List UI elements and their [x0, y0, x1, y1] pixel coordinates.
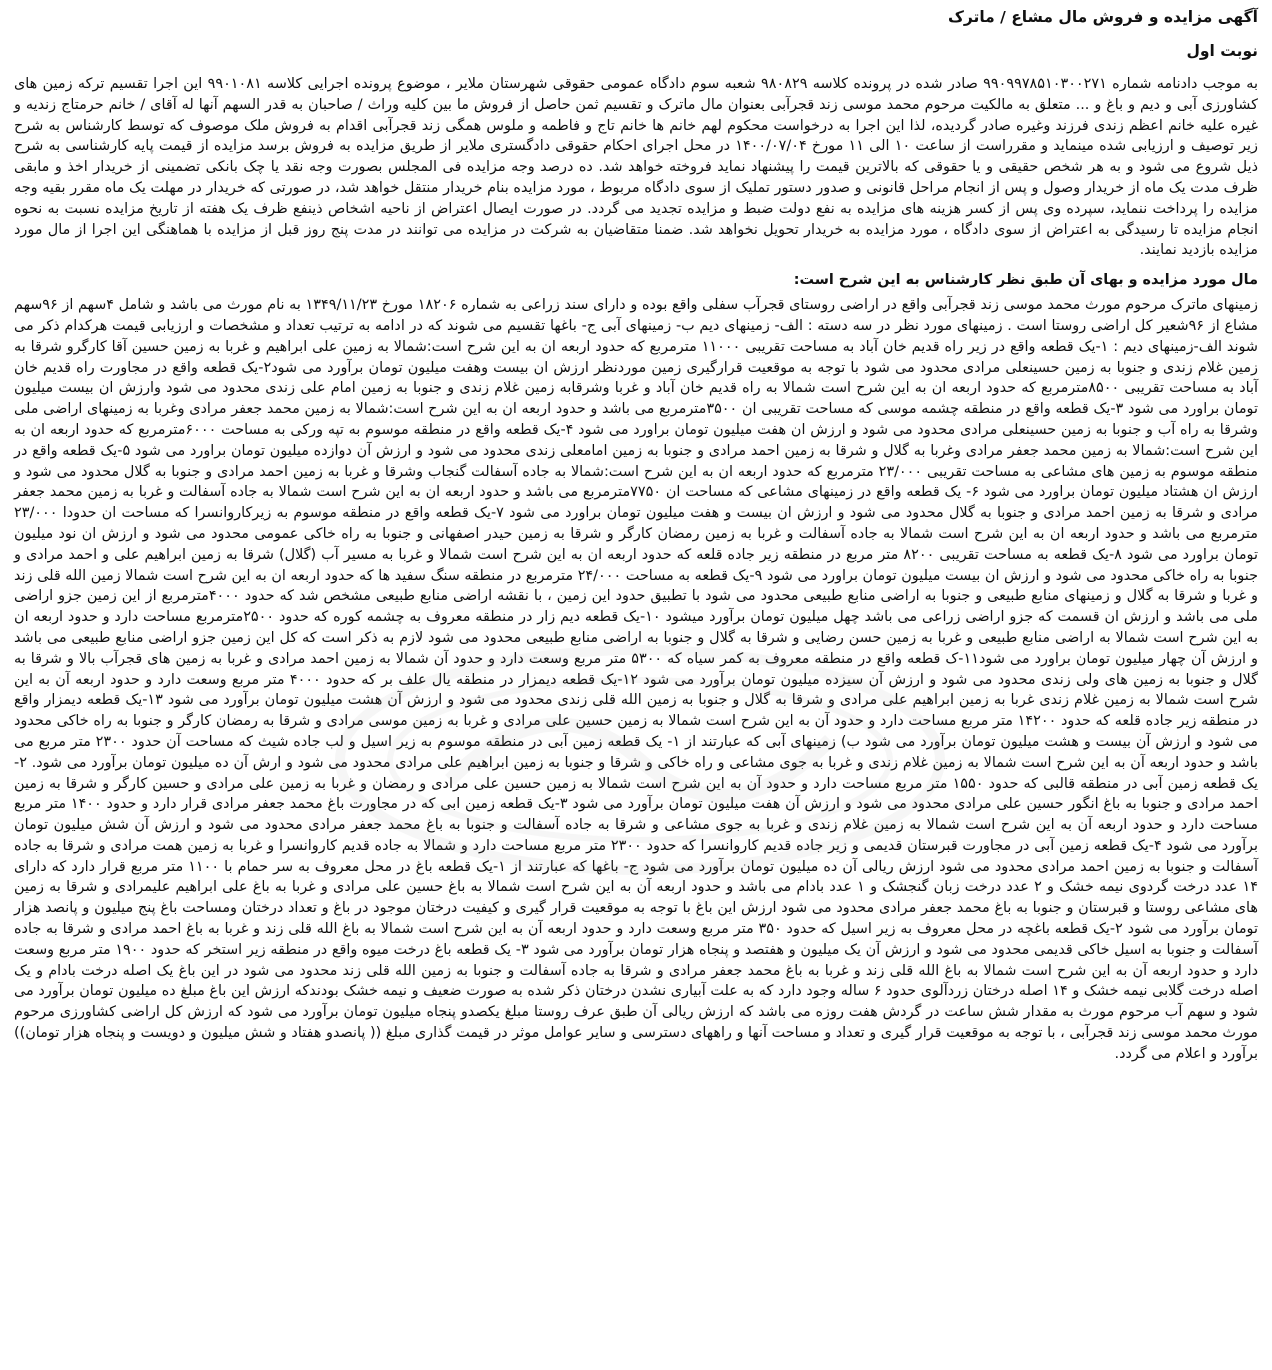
notice-intro-paragraph: به موجب دادنامه شماره ۹۹۰۹۹۷۸۵۱۰۳۰۰۲۷۱ صادر شده در پرونده کلاسه ۹۸۰۸۲۹ شعبه سوم دادگاه عمومی حقوقی شهرستان ملایر ، موضوع پرونده اجرایی کلاسه ۹۹۰۱۰۸۱ این اجرا تقسیم ترکه زمین های کشاورزی آبی و دیم و باغ و ... متعلق به مالکیت مرحوم محمد موسی زند قجرآبی بعنوان مال ماترک و تقسیم ثمن حاصل از فروش ما بین کلیه وراث / صاحبان به قدر السهم آنها له آقای / خانم حرمتاج زندیه و غیره علیه خانم اعظم زندی فرزند وغیره صادر گردیده، لذا این اجرا به درخواست محکوم لهم خانم ها خانم تاج و فاطمه و ملوس همگی زند قجرآبی اقدام به فروش ملک موصوف که توسط کارشناس به شرح زیر توصیف و ارزیابی شده مینماید و مقرراست از ساعت ۱۰ الی ۱۱ مورخ ۱۴۰۰/۰۷/۰۴ در محل اجرای احکام حقوقی دادگستری ملایر از طریق مزایده به فروش برسد مزایده از قیمت پایه کارشناسی به شرح ذیل شروع می شود و به هر شخص حقیقی و یا حقوقی که بالاترین قیمت را پیشنهاد نماید فروخته خواهد شد. ده درصد وجه مزایده فی المجلس بصورت وجه نقد یا چک بانکی تضمینی از خریدار اخذ و مابقی ظرف مدت یک ماه از خریدار وصول و پس از انجام مراحل قانونی و صدور دستور تملیک از سوی دادگاه مربوط ، مورد مزایده بنام خریدار منتقل خواهد شد، در صورتی که خریدار در مهلت یک ماه مقرر بقیه وجه مزایده را پرداخت ننماید، سپرده وی پس از کسر هزینه های مزایده به نفع دولت ضبط و مزایده تجدید می گردد. در صورت ایصال اعتراض از ناحیه اشخاص ذینفع ظرف یک هفته از تاریخ مزایده نسبت به نحوه انجام مزایده تا رسیدگی به اعتراض از سوی دادگاه ، مورد مزایده به خریدار تحویل نخواهد شد. ضمنا متقاضیان به شرکت در مزایده می توانند در مدت پنج روز قبل از مزایده با هماهنگی این اجرا از مال مورد مزایده بازدید نمایند. — [14, 76, 1258, 259]
notice-round: نوبت اول — [1186, 42, 1258, 60]
property-section-heading: مال مورد مزایده و بهای آن طبق نظر کارشناس به این شرح است: — [793, 272, 1258, 289]
property-description-paragraph: زمینهای ماترک مرحوم مورث محمد موسی زند قجرآبی واقع در اراضی روستای قجرآب سفلی واقع بوده و دارای سند زراعی به شماره ۱۸۲۰۶ مورخ ۱۳۴۹/۱۱/۲۳ به نام مورث می باشد و شامل ۴سهم از ۹۶سهم مشاع از ۹۶شعیر کل اراضی روستا است . زمینهای مورد نظر در سه دسته : الف- زمینهای دیم ب- زمینهای آبی ج- باغها تقسیم می شوند که در ادامه به ترتیب تعداد و مشخصات و ارزیابی قیمت هرکدام ذکر می شوند الف-زمینهای دیم : ۱-یک قطعه واقع در زیر راه قدیم خان آباد به مساحت تقریبی ۱۱۰۰۰ مترمربع که حدود اربعه ان به این شرح است:شمالا به زمین علی ابراهیم و غربا به زمین حسین آقا کارگرو شرقا به زمین غلام زندی و جنوبا به زمین حسینعلی مرادی محدود می شود با توجه به موقعیت قرارگیری زمین موردنظر ارزش ان بیست وهفت میلیون تومان برآورد می شود۲-یک قطعه واقع در مجاورت راه قدیم خان آباد به مساحت تقریبی ۸۵۰۰مترمربع که حدود اربعه ان به این شرح است شمالا به راه قدیم خان آباد و غربا وشرقابه زمین غلام زندی و جنوبا به زمین امام علی زندی محدود می شود وارزش ان بیست میلیون تومان براورد می شود ۳-یک قطعه واقع در منطقه چشمه موسی که مساحت تقریبی ان ۳۵۰۰مترمربع می باشد و حدود اربعه ان به این شرح است:شمالا به زمین محمد جعفر مرادی وغربا به زمینهای اراضی ملی وشرقا به راه آب و جنوبا به زمین حسینعلی مرادی محدود می شود و ارزش ان هفت میلیون تومان براورد می شود ۴-یک قطعه واقع در منطقه موسوم به تپه ورکی به مساحت ۶۰۰۰مترمربع که حدود اربعه ان به این شرح است:شمالا به زمین محمد جعفر مرادی وغربا به گلال و شرقا به زمین احمد مرادی و جنوبا به زمین امامعلی زندی محدود می شود و ارزش آن دوازده میلیون تومان براورد می شود ۵-یک قطعه واقع در منطقه موسوم به زمین های مشاعی به مساحت تقریبی ۲۳/۰۰۰ مترمربع که حدود اربعه ان به این شرح است:شمالا به جاده آسفالت گنجاب وشرقا و غربا به زمین احمد مرادی و جنوبا به گلال محدود می شود و ارزش ان هشتاد میلیون تومان براورد می شود ۶- یک قطعه واقع در زمینهای مشاعی که مساحت ان ۷۷۵۰مترمربع می باشد و حدود اربعه ان به این شرح است شمالا به جاده آسفالت و غربا به زمین محمد جعفر مرادی و شرقا به زمین احمد مرادی و جنوبا به گلال محدود می شود و ارزش ان بیست و هفت میلیون تومان براورد می شود ۷-یک قطعه واقع در منطقه موسوم به زیرکاروانسرا که مساحت ان حدودا ۲۳/۰۰۰ مترمربع می باشد و حدود اربعه ان به این شرح است شمالا به جاده آسفالت و غربا به زمین رمضان کارگر و شرقا به زمین حیدر اصفهانی و جنوبا به راه خاکی عمومی محدود می شود و ارزش ان نود میلیون تومان براورد می شود ۸-یک قطعه به مساحت تقریبی ۸۲۰۰ متر مربع در منطقه زیر جاده قلعه که حدود اربعه ان به این شرح است شمالا و غربا به مسیر آب (گلال) شرقا به زمین ابراهیم علی و احمد مرادی و جنوبا به راه خاکی محدود می شود و ارزش ان بیست میلیون تومان براورد می شود ۹-یک قطعه به مساحت ۲۴/۰۰۰ مترمربع در منطقه سنگ سفید ها که حدود اربعه ان به این شرح است شمالا زمین الله قلی زند و غربا و شرقا به گلال و زمینهای منابع طبیعی و جنوبا به اراضی منابع طبیعی محدود می شود با تطبیق حدود این زمین ، با نقشه اراضی منابع طبیعی مشخص شد که حدود ۴۰۰۰مترمربع از این زمین جزو اراضی ملی می باشد و ارزش ان قسمت که جزو اراضی زراعی می باشد چهل میلیون تومان برآورد میشود ۱۰-یک قطعه دیم زار در منطقه معروف به چشمه کوره که حدود ۲۵۰۰مترمربع مساحت دارد و حدود اربعه ان به این شرح است شمالا به اراضی منابع طبیعی و غربا به زمین حسن رضایی و شرقا به گلال و جنوبا به اراضی منابع طبیعی محدود می شود لازم به ذکر است که کل این زمین جزو اراضی منابع طبیعی می باشد و ارزش آن چهار میلیون تومان براورد می شود۱۱-ک قطعه واقع در منطقه معروف به کمر سیاه که ۵۳۰۰ متر مربع وسعت دارد و حدود آن شمالا به زمین احمد مرادی و غربا به زمین های قجرآب بالا و شرقا به گلال و جنوبا به زمین های ولی زندی محدود می شود و ارزش آن سیزده میلیون تومان برآورد می شود ۱۲-یک قطعه دیمزار در منطقه یال علف بر که حدود ۴۰۰۰ متر مربع وسعت دارد و حدود اربعه آن به این شرح است شمالا به زمین غلام زندی غربا به زمین ابراهیم علی مرادی و شرقا به گلال و جنوبا به زمین الله قلی زندی محدود می شود و ارزش آن هشت میلیون تومان برآورد می شود ۱۳-یک قطعه دیمزار واقع در منطقه زیر جاده قلعه که حدود ۱۴۲۰۰ متر مربع مساحت دارد و حدود آن به این شرح است شمالا به زمین حسین علی مرادی و غربا به زمین موسی مرادی و شرقا به رمضان کارگر و جنوبا به راه خاکی محدود می شود و ارزش آن بیست و هشت میلیون تومان برآورد می شود ب) زمینهای آبی که عبارتند از ۱- یک قطعه زمین آبی در منطقه موسوم به زیر اسیل و لب جاده شیث که مساحت آن حدود ۲۳۰۰ متر مربع می باشد و حدود اربعه آن به این شرح است شمالا به زمین غلام زندی و غربا به جوی مشاعی و راه خاکی و شرقا و جنوبا به زمین ابراهیم علی مرادی محدود می شود و ارش آن ده میلیون تومان برآورد می شود. ۲-یک قطعه زمین آبی در منطقه قالبی که حدود ۱۵۵۰ متر مربع مساحت دارد و حدود آن به این شرح است شمالا به زمین حسین علی مرادی و رمضان و غربا به زمین علی مرادی و حسین کارگر و شرقا به زمین احمد مرادی و جنوبا به باغ انگور حسین علی مرادی محدود می شود و ارزش آن هفت میلیون تومان برآورد می شود ۳-یک قطعه زمین ابی که در مجاورت باغ محمد جعفر مرادی قرار دارد و حدود ۱۴۰۰ متر مربع مساحت دارد و حدود اربعه آن به این شرح است شمالا به زمین غلام زندی و غربا به جوی مشاعی و شرقا به جاده آسفالت و جنوبا به باغ محمد جعفر مرادی محدود می شود و ارزش آن شش میلیون تومان برآورد می شود ۴-یک قطعه زمین آبی در مجاورت قبرستان قدیمی و زیر جاده قدیم کاروانسرا که حدود ۲۳۰۰ متر مربع مساحت دارد و شمالا به جاده قدیم کاروانسرا و غربا به زمین همت مرادی و شرقا به جاده آسفالت و جنوبا به زمین احمد مرادی محدود می شود ارزش ریالی آن ده میلیون تومان برآورد می شود ج- باغها که عبارتند از ۱-یک قطعه باغ در محل معروف به سر حمام با ۱۱۰۰ متر مربع قرار دارد که دارای ۱۴ عدد درخت گردوی نیمه خشک و ۲ عدد درخت زبان گنجشک و ۱ عدد بادام می باشد و حدود اربعه آن به این شرح است شمالا به باغ حسین علی مرادی و غربا به باغ علی ابراهیم علیمرادی و شرقا به زمین های مشاعی روستا و قبرستان و جنوبا به باغ محمد جعفر مرادی محدود می شود ارزش این باغ با توجه به موقعیت قرار گیری و کیفیت درختان موجود در باغ و تعداد درختان ومساحت باغ پنج میلیون و پانصد هزار تومان برآورد می شود ۲-یک قطعه باغچه در محل معروف به زیر اسیل که حدود ۳۵۰ متر مربع وسعت دارد و حدود اربعه آن به این شرح است شمالا به باغ الله قلی زند و غربا به باغ احمد مرادی و شرقا به جاده آسفالت و جنوبا به اسیل خاکی قدیمی محدود می شود و ارزش آن یک میلیون و هفتصد و پنجاه هزار تومان برآورد می شود ۳- یک قطعه باغ درخت میوه واقع در منطقه زیر استخر که حدود ۱۹۰۰ متر مربع وسعت دارد و حدود اربعه آن به این شرح است شمالا به باغ الله قلی زند و غربا به باغ محمد جعفر مرادی و شرقا به جاده آسفالت و جنوبا به زمین الله قلی زند محدود می شود در این باغ یک اصله درخت بادام و یک اصله درخت گلابی نیمه خشک و ۱۴ اصله درختان زردآلوی حدود ۶ ساله وجود دارد که به علت آبیاری نشدن درختان ذکر شده به صورت ضعیف و نیمه خشک بودندکه ارزش این باغ مبلغ ده میلیون تومان برآورد می شود و سهم آب مرحوم مورث به مقدار شش ساعت در گردش هفت روزه می باشد که ارزش ریالی آن طبق عرف روستا مبلغ یکصدو پنجاه میلیون تومان برآورد می شود که ارزش کل اراضی کشاورزی مرحوم مورث محمد موسی زند قجرآبی ، با توجه به موقعیت قرار گیری و تعداد و مساحت آنها و راههای دسترسی و سایر عوامل موثر در قیمت گذاری مبلغ (( پانصدو هفتاد و شش میلیون و دویست و پنجاه هزار تومان)) برآورد و اعلام می گردد. — [14, 297, 1259, 1062]
notice-title: آگهی مزایده و فروش مال مشاع / ماترک — [948, 8, 1258, 26]
